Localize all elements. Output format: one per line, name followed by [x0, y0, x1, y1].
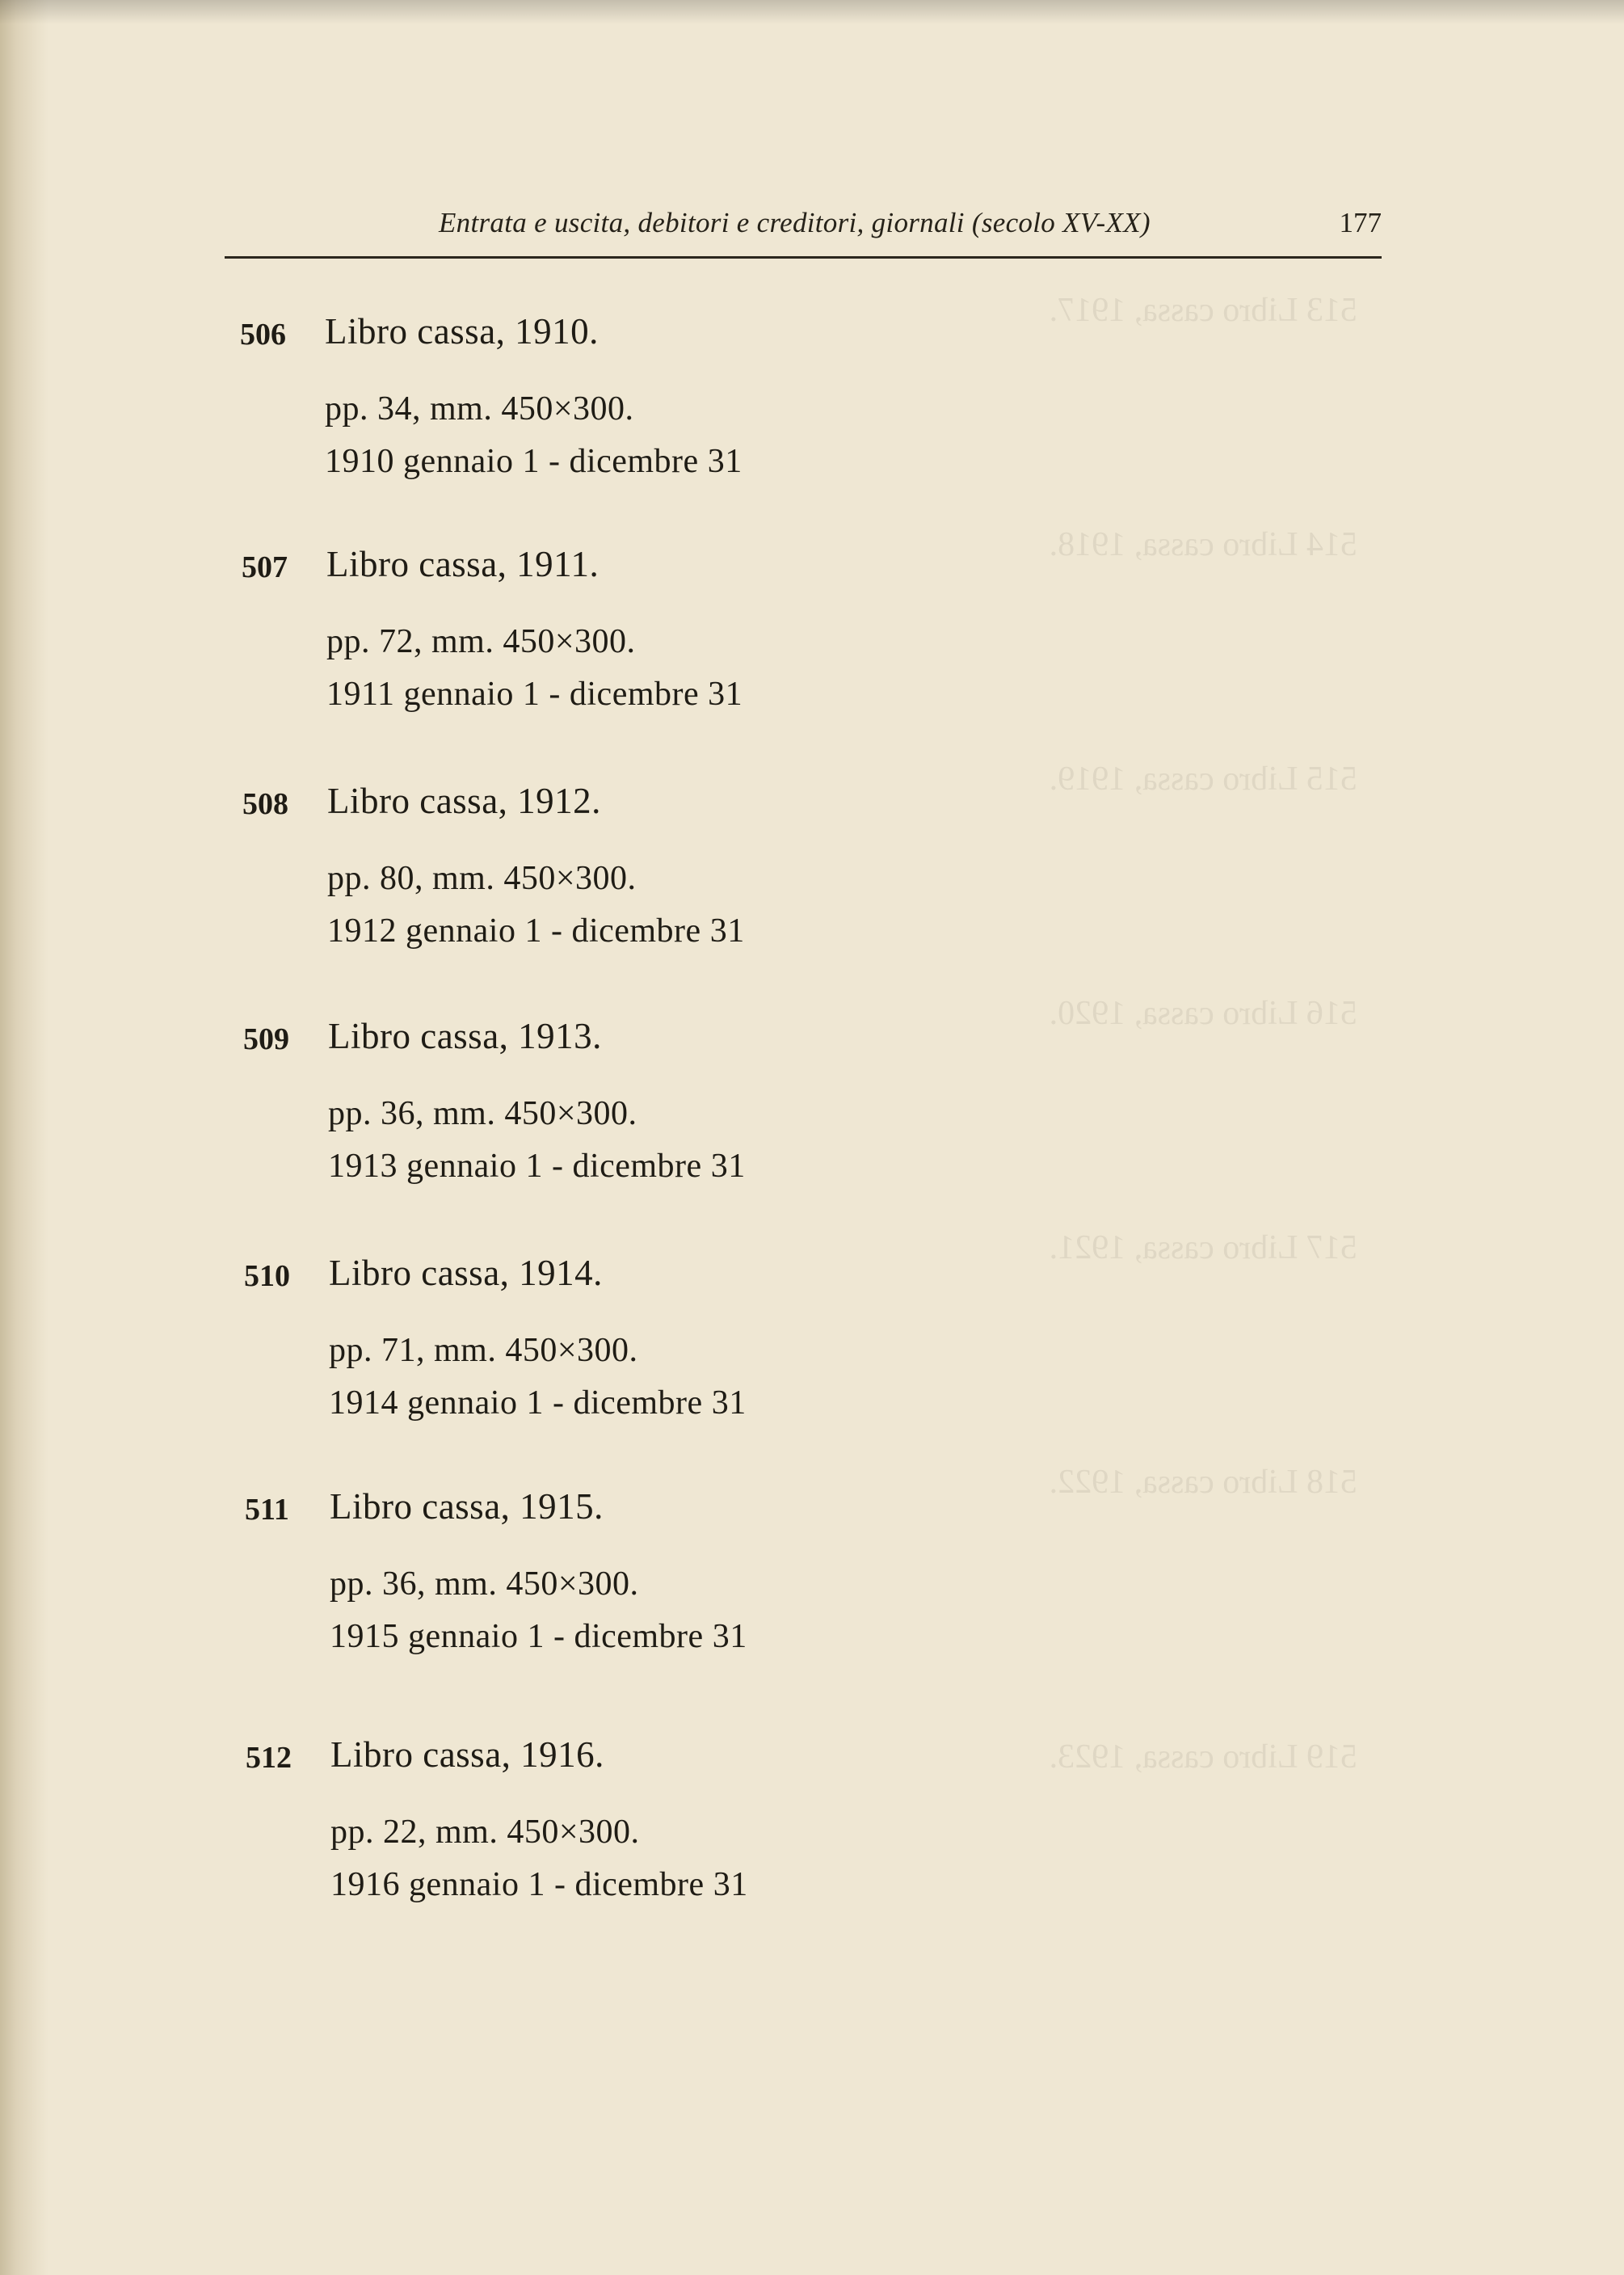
- show-through-text: 513 Libro cassa, 1917. 514 Libro cassa, 1918. 515 Libro cassa, 1919. 516 Libro cassa, 1920. 517 Libro cassa, 1921. 518 Libro cassa, 1922. 519 Libro cassa, 1923.: [1049, 292, 1357, 1776]
- entry-title: Libro cassa, 1914.: [329, 1253, 603, 1293]
- entry-title: Libro cassa, 1913.: [328, 1016, 602, 1056]
- entry-number: 507: [242, 550, 288, 584]
- entry-description: pp. 22, mm. 450×300.: [330, 1814, 640, 1851]
- entry-description: pp. 34, mm. 450×300.: [325, 390, 634, 428]
- catalog-entry: [243, 1016, 1213, 1224]
- running-head-title: Entrata e uscita, debitori e creditori, giornali (secolo XV-XX): [439, 207, 1151, 238]
- entry-title: Libro cassa, 1916.: [330, 1734, 604, 1775]
- page-number: 177: [1339, 207, 1382, 238]
- entry-number: 508: [242, 787, 288, 821]
- entry-number: 511: [245, 1493, 289, 1527]
- entry-description: pp. 71, mm. 450×300.: [329, 1332, 638, 1369]
- catalog-entry: [245, 1486, 1214, 1694]
- catalog-entry: [242, 781, 1212, 988]
- entry-description: pp. 36, mm. 450×300.: [328, 1095, 637, 1132]
- entry-dates: 1911 gennaio 1 - dicembre 31: [326, 676, 743, 713]
- entry-dates: 1914 gennaio 1 - dicembre 31: [329, 1384, 747, 1422]
- catalog-entry: [244, 1253, 1214, 1460]
- catalog-entry: [240, 311, 1210, 519]
- entry-dates: 1912 gennaio 1 - dicembre 31: [327, 912, 745, 950]
- entry-number: 510: [244, 1259, 290, 1293]
- entry-number: 509: [243, 1022, 289, 1056]
- entry-description: pp. 80, mm. 450×300.: [327, 860, 637, 897]
- catalog-entry: [246, 1734, 1215, 1942]
- entry-dates: 1910 gennaio 1 - dicembre 31: [325, 443, 743, 480]
- entry-dates: 1913 gennaio 1 - dicembre 31: [328, 1148, 746, 1185]
- catalog-entry: [242, 544, 1211, 752]
- entry-description: pp. 36, mm. 450×300.: [330, 1565, 639, 1603]
- entry-title: Libro cassa, 1915.: [330, 1486, 604, 1527]
- entry-number: 512: [246, 1741, 292, 1775]
- entry-dates: 1915 gennaio 1 - dicembre 31: [330, 1618, 747, 1655]
- entry-description: pp. 72, mm. 450×300.: [326, 623, 636, 660]
- entry-dates: 1916 gennaio 1 - dicembre 31: [330, 1866, 748, 1903]
- entry-title: Libro cassa, 1911.: [326, 544, 600, 584]
- entry-title: Libro cassa, 1912.: [327, 781, 601, 821]
- entry-number: 506: [240, 318, 286, 352]
- entry-title: Libro cassa, 1910.: [325, 311, 599, 352]
